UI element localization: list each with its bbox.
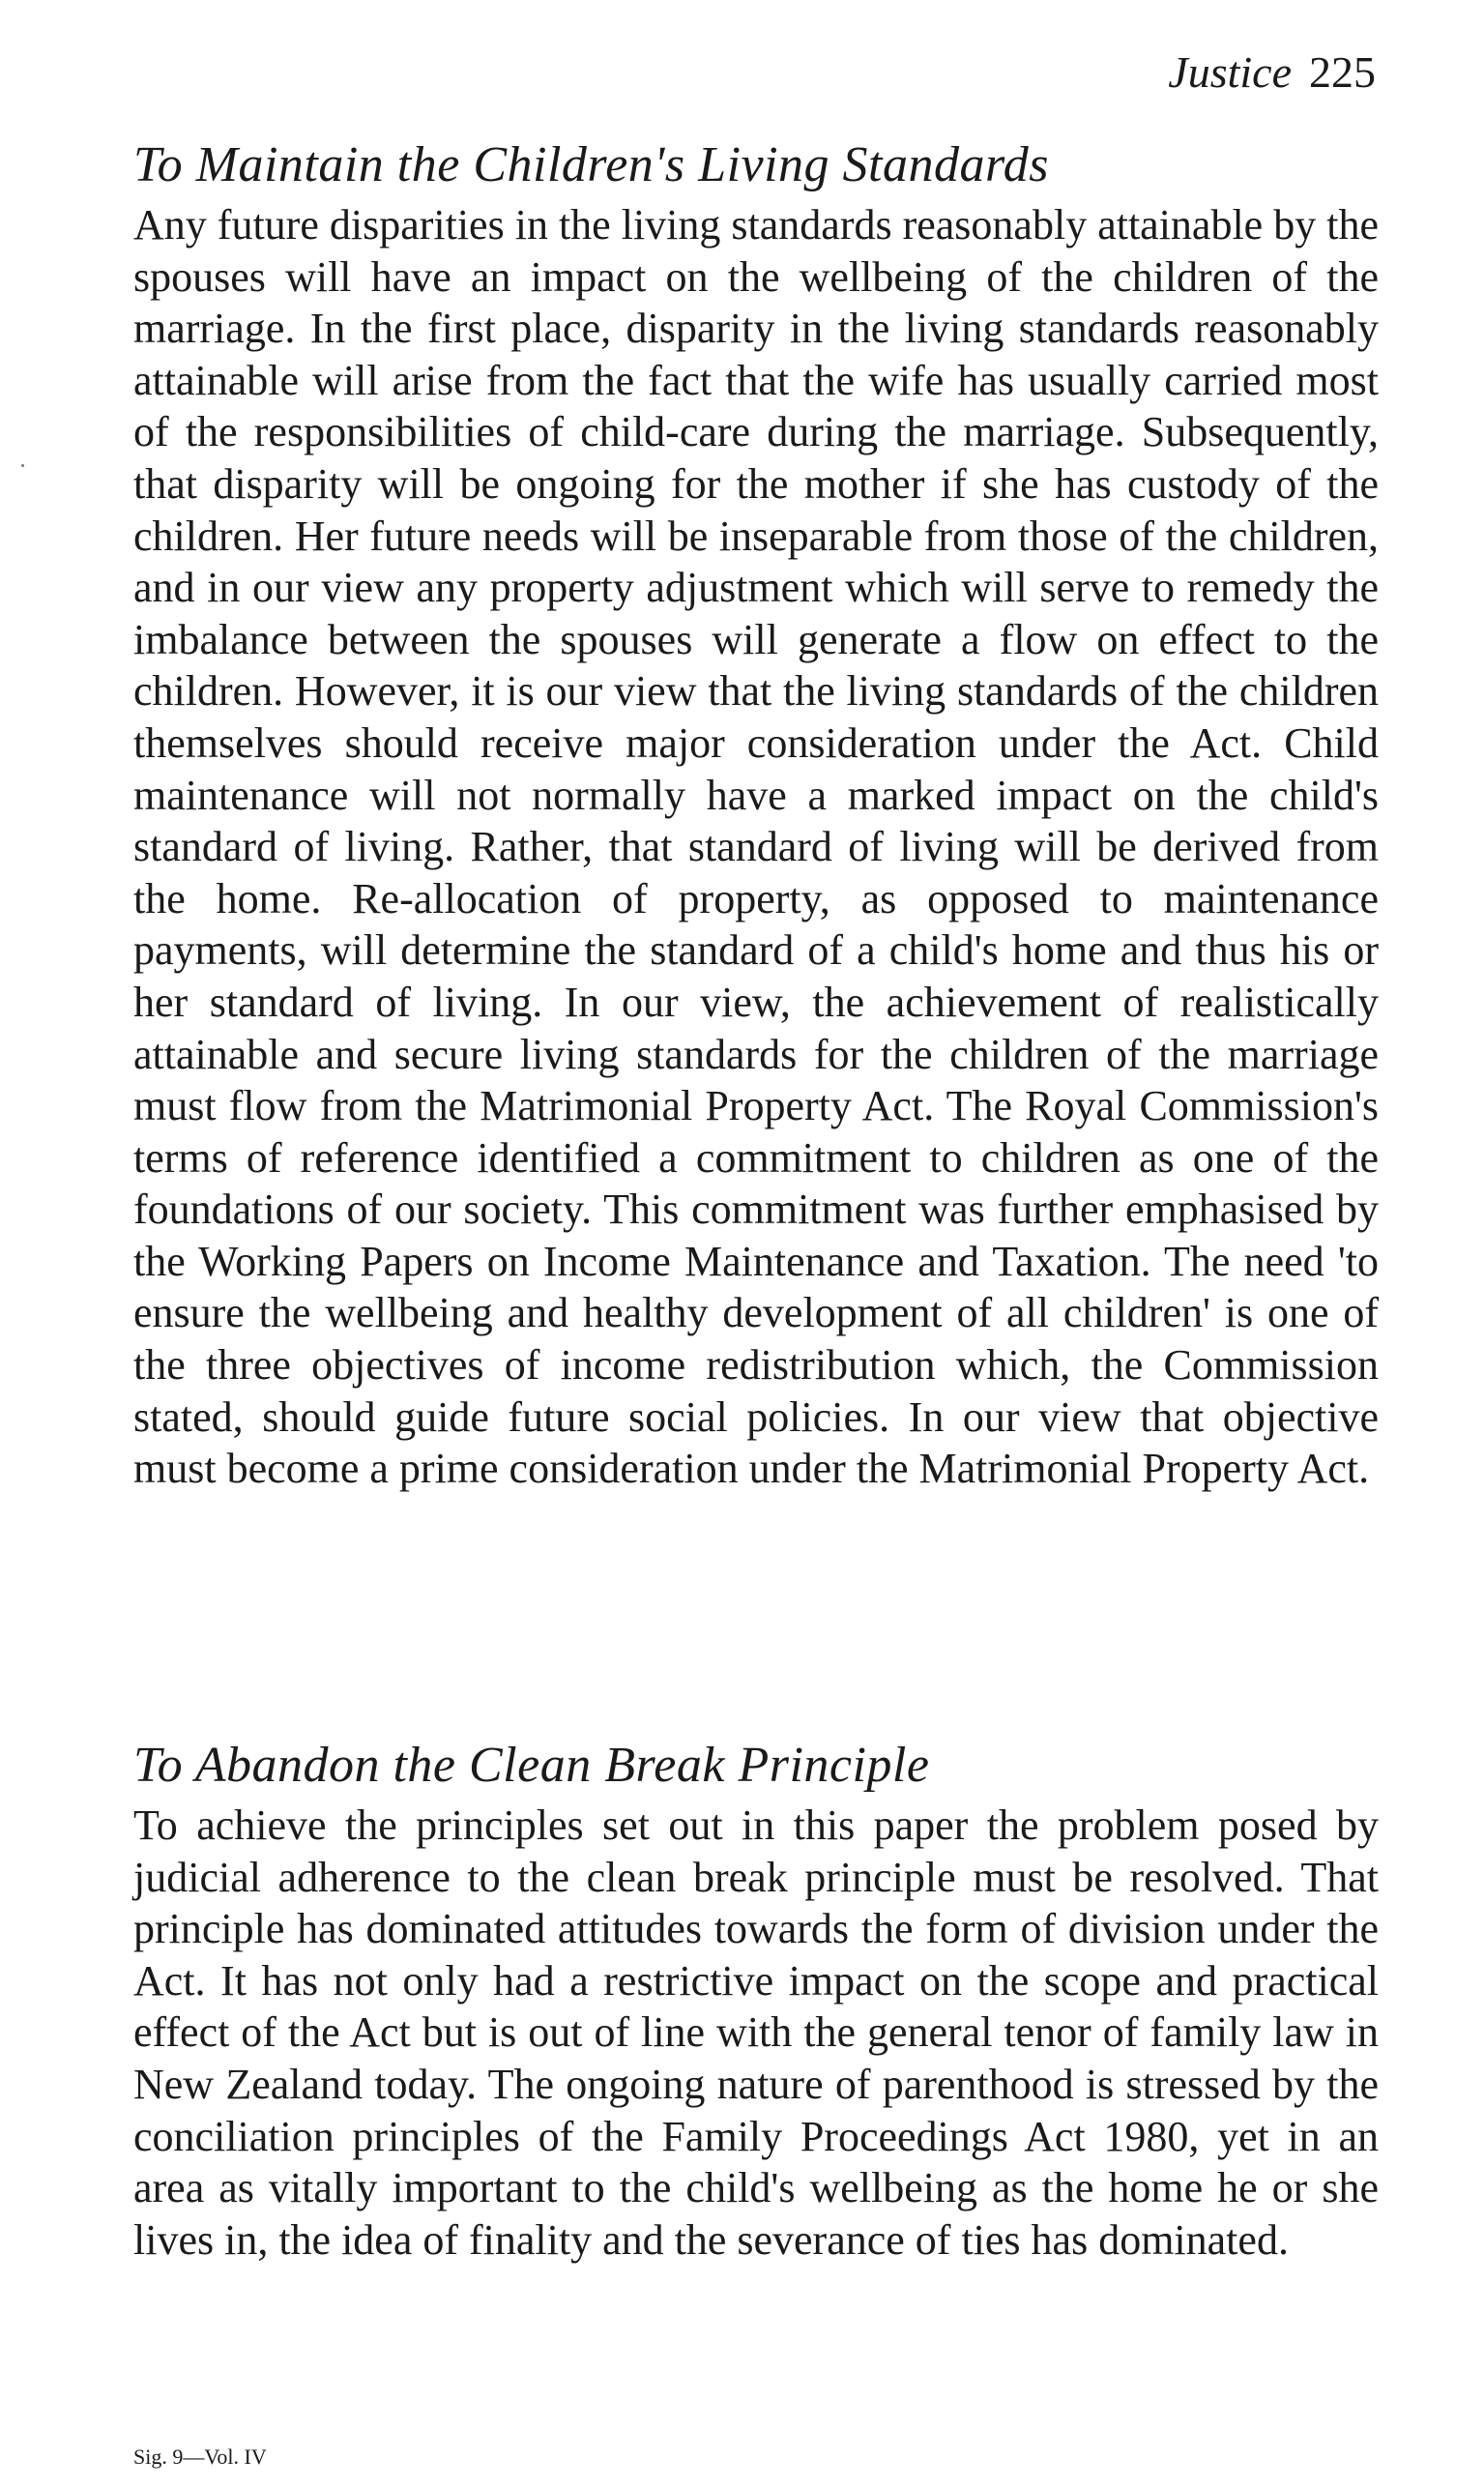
margin-speck	[21, 464, 24, 467]
section-heading: To Maintain the Children's Living Standards	[133, 137, 1050, 192]
section-body: Any future disparities in the living standards reasonably attainable by the spouses will have an impact on the wellbeing of the children of the marriage. In the first place, disparity in the living standards reasonably attainable will arise from the fact that the wife has usually carried most of the responsibilities of child-care during the marriage. Subsequently, that disparity will be ongoing for the mother if she has custody of the children. Her future needs will be inseparable from those of the children, and in our view any property adjustment which will serve to remedy the imbalance between the spouses will generate a flow on effect to the children. However, it is our view that the living standards of the children themselves should receive major consideration under the Act. Child maintenance will not normally have a marked impact on the child's standard of living. Rather, that standard of living will be derived from the home. Re-allocation of property, as opposed to maintenance payments, will determine the standard of a child's home and thus his or her standard of living. In our view, the achievement of realistically attainable and secure living standards for the children of the marriage must flow from the Matrimonial Property Act. The Royal Commission's terms of reference identified a commitment to children as one of the foundations of our society. This commitment was further emphasised by the Working Papers on Income Maintenance and Taxation. The need 'to ensure the wellbeing and healthy development of all children' is one of the three objectives of income redistribution which, the Commission stated, should guide future social policies. In our view that objective must become a prime consideration under the Matrimonial Property Act.	[133, 201, 1379, 1493]
section-heading: To Abandon the Clean Break Principle	[133, 1738, 930, 1793]
page-number: 225	[1309, 47, 1376, 97]
running-title: Justice	[1168, 47, 1292, 97]
signature-mark: Sig. 9—Vol. IV	[133, 2445, 267, 2469]
section-body: To achieve the principles set out in this paper the problem posed by judicial adherence to the clean break principle must be resolved. That principle has dominated attitudes towards the form of division under the Act. It has not only had a restrictive impact on the scope and practical effect of the Act but is out of line with the general tenor of family law in New Zealand today. The ongoing nature of parenthood is stressed by the conciliation principles of the Family Proceedings Act 1980, yet in an area as vitally important to the child's wellbeing as the home he or she lives in, the idea of finality and the severance of ties has dominated.	[133, 1801, 1379, 2264]
running-head	[1168, 47, 1376, 97]
section-clean-break-principle	[133, 1736, 1379, 2266]
section-children-living-standards	[133, 135, 1379, 1495]
